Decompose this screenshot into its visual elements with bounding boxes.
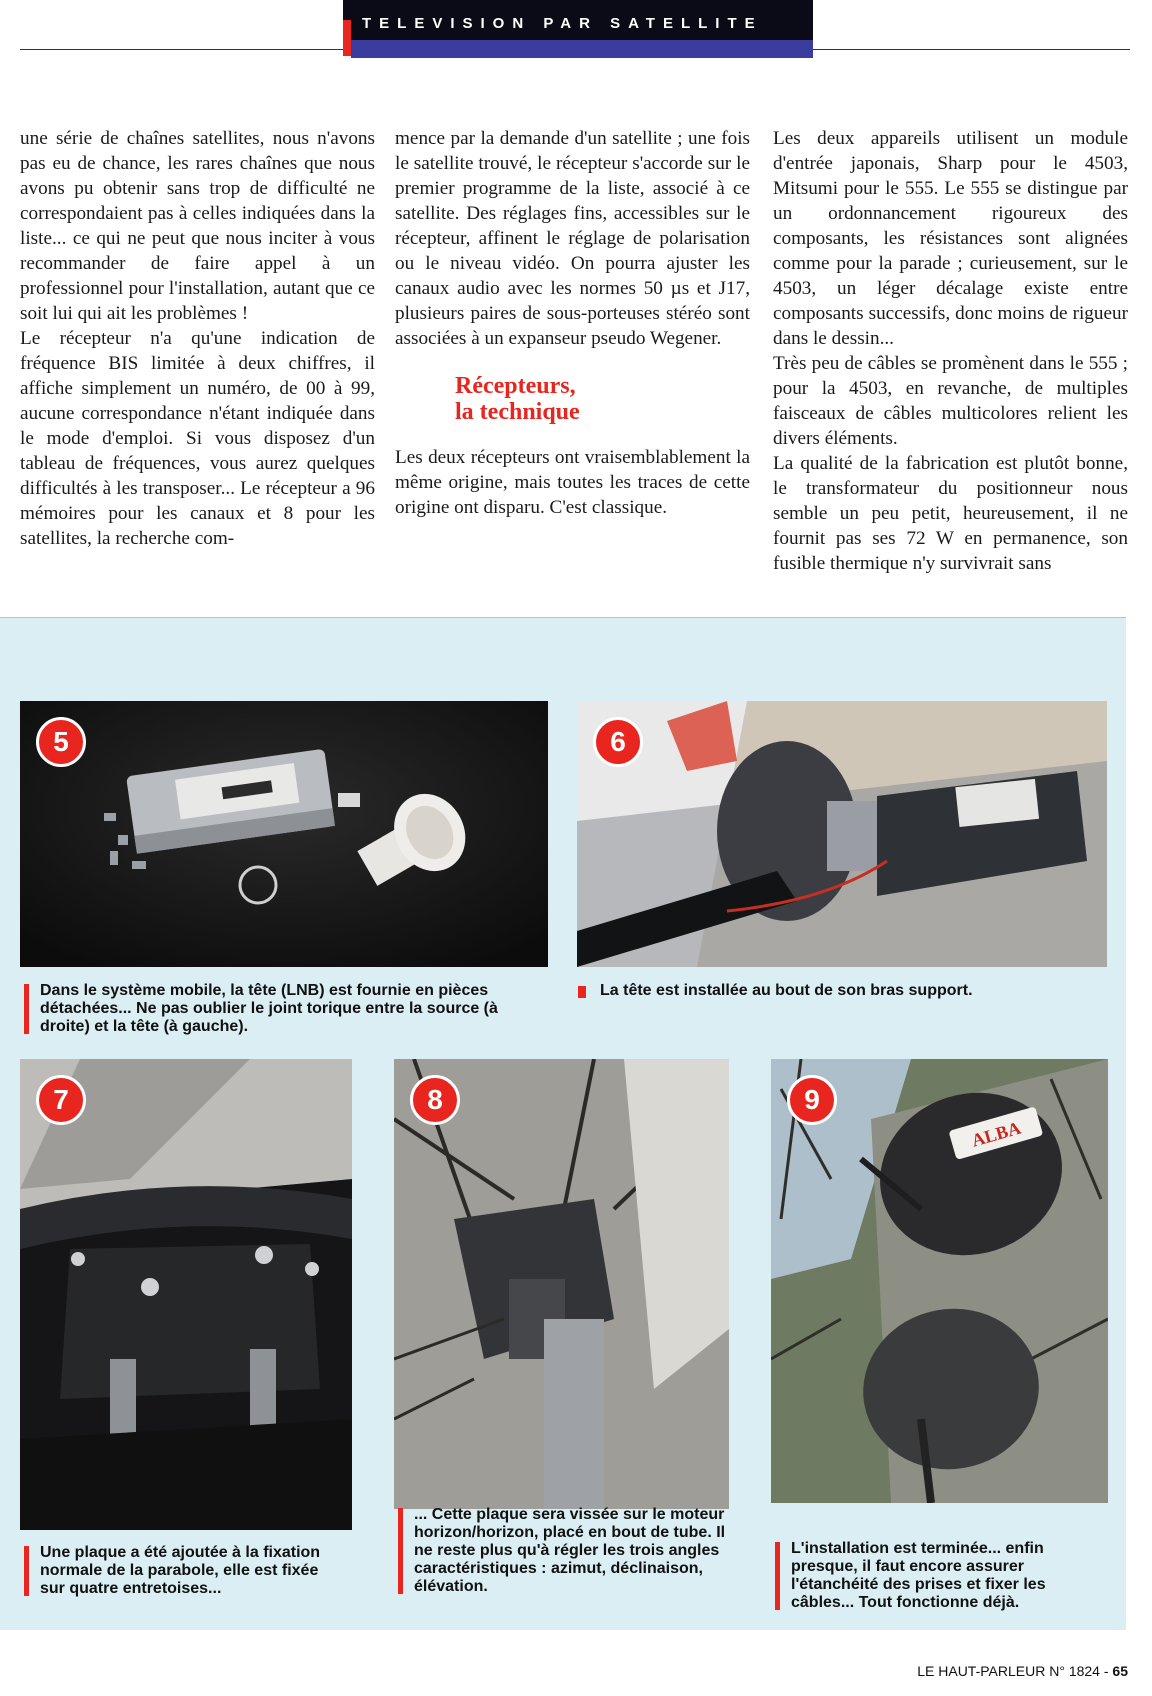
lnb-parts-image: [20, 701, 548, 967]
paragraph: Le récepteur n'a qu'une indication de fréquence BIS limitée à deux chiffres, il affiche simplement un numéro, de 00 à 99, aucune correspondance n'étant indiquée dans le mode d'emploi. Si vous disposez d'un tableau de fréquences, vous aurez quelques difficultés à les transposer... Le récepteur a 96 mémoires pour les canaux et 8 pour les satellites, la recherche com-: [20, 328, 375, 549]
photo-number-badge: 8: [410, 1075, 460, 1125]
section-title: TELEVISION PAR SATELLITE: [362, 15, 763, 32]
photo-5: [20, 701, 548, 967]
caption-bar: [24, 984, 29, 1034]
header-red-bar: [343, 20, 351, 56]
subheading-line-2: la technique: [455, 399, 580, 425]
photo-number-badge: 6: [593, 717, 643, 767]
caption-bar: [24, 1546, 29, 1596]
text-column-1: [20, 126, 375, 551]
photo-6-caption: [600, 982, 1110, 1000]
page-footer: [894, 1663, 1128, 1679]
subheading-line-1: Récepteurs,: [455, 373, 576, 399]
photo-6: [577, 701, 1107, 967]
installed-dishes-image: [771, 1059, 1108, 1503]
caption-bar: [775, 1542, 780, 1610]
header-blue-bar: [351, 40, 813, 58]
paragraph: Les deux appareils utilisent un module d'entrée japonais, Sharp pour le 4503, Mitsumi pour le 555. Le 555 se distingue par un ordonnancement rigoureux des composants, les résistances sont alignées comme pour la parade ; curieusement, sur le 4503, un léger décalage existe entre composants successifs, donc moins de rigueur dans le dessin...: [773, 128, 1128, 349]
page-number: 65: [1112, 1663, 1128, 1679]
photo-number-badge: 9: [787, 1075, 837, 1125]
caption-bar: [398, 1508, 403, 1594]
paragraph: Très peu de câbles se promènent dans le 555 ; pour la 4503, en revanche, de multiples faisceaux de câbles multicolores relient les divers éléments.: [773, 353, 1128, 449]
lnb-arm-image: [577, 701, 1107, 967]
photo-panel: [0, 617, 1126, 1630]
caption-text: Dans le système mobile, la tête (LNB) est fournie en pièces détachées... Ne pas oublier le joint torique entre la source (à droite) et la tête (à gauche).: [40, 982, 498, 1035]
photo-8: [394, 1059, 729, 1509]
caption-bar: [578, 986, 586, 998]
caption-text: L'installation est terminée... enfin presque, il faut encore assurer l'étanchéité des prises et fixer les câbles... Tout fonctionne déjà.: [791, 1540, 1046, 1611]
magazine-issue: LE HAUT-PARLEUR N° 1824 -: [917, 1663, 1113, 1679]
text-column-3: [773, 126, 1128, 576]
photo-number-badge: 5: [36, 717, 86, 767]
text-column-2: [395, 126, 750, 520]
paragraph: La qualité de la fabrication est plutôt bonne, le transformateur du positionneur nous semble un peu petit, heureusement, il ne fournit pas ses 72 W en permanence, son fusible thermique n'y survivrait sans: [773, 453, 1128, 574]
paragraph: une série de chaînes satellites, nous n'avons pas eu de chance, les rares chaînes que nous avons pu obtenir sans trop de difficulté ne correspondaient pas à celles indiquées dans la liste... ce qui ne peut que nous inciter à vous recommander de faire appel à un professionnel pour l'installation, autant que ce soit lui qui ait les problèmes !: [20, 128, 375, 324]
paragraph: mence par la demande d'un satellite ; une fois le satellite trouvé, le récepteur s'accorde sur le premier programme de la liste, associé à ce satellite. Des réglages fins, accessibles sur le récepteur, affinent le réglage de polarisation ou le niveau vidéo. On pourra ajuster les canaux audio avec les normes 50 µs et J17, plusieurs paires de sous-porteuses stéréo sont associées à un expanseur pseudo Wegener.: [395, 128, 750, 349]
caption-text: La tête est installée au bout de son bras support.: [600, 982, 973, 999]
caption-text: ... Cette plaque sera vissée sur le moteur horizon/horizon, placé en bout de tube. Il ne reste plus qu'à régler les trois angles caractéristiques : azimut, déclinaison, élévation.: [414, 1506, 726, 1595]
caption-text: Une plaque a été ajoutée à la fixation normale de la parabole, elle est fixée sur quatre entretoises...: [40, 1544, 321, 1597]
photo-5-caption: [40, 982, 550, 1036]
photo-7: [20, 1059, 352, 1530]
subheading: [455, 373, 750, 425]
photo-8-caption: [414, 1506, 734, 1596]
photo-9: [771, 1059, 1108, 1503]
dish-brand-label: ALBA: [969, 1117, 1023, 1151]
photo-7-caption: [40, 1544, 340, 1598]
photo-9-caption: [791, 1540, 1111, 1612]
paragraph: Les deux récepteurs ont vraisemblablement la même origine, mais toutes les traces de cette origine ont disparu. C'est classique.: [395, 447, 750, 518]
mount-plate-image: [20, 1059, 352, 1530]
motor-tube-image: [394, 1059, 729, 1509]
photo-number-badge: 7: [36, 1075, 86, 1125]
